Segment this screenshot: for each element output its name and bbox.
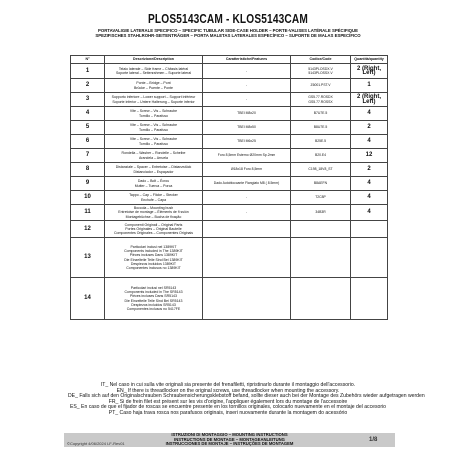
item-quantity: 2 bbox=[351, 163, 388, 177]
item-quantity bbox=[351, 221, 388, 238]
note-en: EN_ If there is threadlocker on the original screws, use threadlocker when mounting the accessory. bbox=[116, 387, 340, 394]
item-number: 11 bbox=[71, 205, 105, 221]
description-line: Tornillo – Parafuso bbox=[139, 127, 168, 132]
code-line: B25E.5 bbox=[314, 139, 327, 144]
item-code bbox=[291, 107, 351, 121]
threadlocker-notes bbox=[68, 382, 425, 417]
description-line: Components included in The SR5143 bbox=[124, 290, 183, 295]
description-line: Dado – Bolt – Écrou bbox=[137, 179, 170, 184]
code-line: 5143PLOSDX.V bbox=[308, 66, 333, 71]
item-description bbox=[105, 238, 203, 278]
item-quantity: 4 bbox=[351, 177, 388, 191]
item-code bbox=[291, 221, 351, 238]
item-quantity: 12 bbox=[351, 149, 388, 163]
header-code: Codice/Code bbox=[291, 56, 351, 64]
item-quantity: 4 bbox=[351, 191, 388, 205]
description-line: Supporto inferiore – Lower support – Support inférieur bbox=[111, 95, 196, 100]
description-line: Tappo – Cap – Flicke – Stecker bbox=[129, 193, 178, 198]
item-code bbox=[291, 278, 351, 320]
description-line: Die Einzelteile Teile Sind Bei SR5143 bbox=[124, 298, 183, 303]
item-number: 7 bbox=[71, 149, 105, 163]
subtitle-line-2: SPEZIFISCHES STAHLROHR-SEITENTRÄGER – PORTA MALETAS LATERALES ESPECÍFICO – SUPORTE DE MALAS ESPECÍFICO bbox=[95, 33, 361, 38]
code-line: 5143PLOSSX.V bbox=[308, 71, 333, 75]
table-row bbox=[71, 163, 388, 177]
description-line: Despiezos incluidos 1389KIT bbox=[130, 261, 177, 266]
description-line: Ponte – Bridge – Pont bbox=[136, 81, 171, 86]
install-line-3: INSTRUCCIONES DE MONTAJE – INSTRUÇÕES DE MONTAGEM bbox=[165, 441, 294, 447]
description-line: Distanciador – Espaçador bbox=[133, 169, 174, 174]
description-line: Pièces incluses Dans 1389KIT bbox=[129, 253, 178, 258]
item-number: 14 bbox=[71, 278, 105, 320]
code-line: B8AEFN bbox=[313, 181, 328, 186]
table-row bbox=[71, 278, 388, 320]
header-quantity: Quantità/quantity bbox=[351, 56, 388, 64]
item-number: 4 bbox=[71, 107, 105, 121]
description-line: Componenti Originali – Original Parts bbox=[124, 222, 183, 227]
item-features bbox=[203, 238, 291, 278]
header-number: N° bbox=[71, 56, 105, 64]
parts-table bbox=[70, 55, 388, 320]
description-line: Tornillo – Parafuso bbox=[139, 141, 168, 146]
install-line-1: ISTRUZIONI DI MONTAGGIO – MOUNTING INSTRUCTIONS bbox=[171, 432, 288, 437]
item-code bbox=[291, 238, 351, 278]
description-line: Distanziale – Spacer – Entretoise – Distanzstück bbox=[115, 165, 192, 170]
header-notes: Caratteristiche/Features bbox=[203, 56, 291, 64]
header-description: Descrizione/Description bbox=[105, 56, 203, 64]
description-line: Mutter – Tuerca – Porca bbox=[134, 183, 173, 188]
page-number: 1/8 bbox=[369, 437, 378, 443]
description-line: Particolari inclusi nel SR5143 bbox=[130, 285, 177, 290]
item-quantity: 4 bbox=[351, 205, 388, 221]
description-line: Pièces incluses Dans SR5143 bbox=[130, 294, 177, 299]
item-description bbox=[105, 64, 203, 79]
code-line: B7U7E.5 bbox=[313, 111, 328, 116]
item-description bbox=[105, 191, 203, 205]
item-features: - bbox=[203, 93, 291, 107]
item-description bbox=[105, 149, 203, 163]
item-code bbox=[291, 149, 351, 163]
table-row bbox=[71, 177, 388, 191]
item-description bbox=[105, 79, 203, 93]
code-line: C198_18V8_ST bbox=[308, 167, 333, 172]
item-quantity: 1 bbox=[351, 79, 388, 93]
table-row bbox=[71, 238, 388, 278]
item-code bbox=[291, 64, 351, 79]
table-row bbox=[71, 107, 388, 121]
item-quantity bbox=[351, 278, 388, 320]
description-line: Vite – Screw – Vis – Schraube bbox=[129, 109, 178, 114]
item-code bbox=[291, 163, 351, 177]
code-line: 34B3R bbox=[315, 210, 326, 215]
item-number: 1 bbox=[71, 64, 105, 79]
table-row bbox=[71, 221, 388, 238]
description-line: Brücke – Puente – Ponte bbox=[134, 85, 173, 90]
item-code bbox=[291, 135, 351, 149]
description-line: Boccola – Mounting bush bbox=[133, 206, 174, 211]
item-number: 12 bbox=[71, 221, 105, 238]
item-description bbox=[105, 107, 203, 121]
description-line: Soporte inferior – Untere Halterung – Suporte inferior bbox=[112, 99, 195, 104]
item-features bbox=[203, 278, 291, 320]
code-line: B8U7E.5 bbox=[313, 125, 328, 130]
item-code bbox=[291, 121, 351, 135]
table-row bbox=[71, 135, 388, 149]
description-line: Particolari inclusi nel 1389KIT bbox=[130, 244, 177, 249]
item-features: - bbox=[203, 205, 291, 221]
item-number: 13 bbox=[71, 238, 105, 278]
description-line: Componentes inclusos no 5417FE bbox=[126, 306, 181, 311]
item-features: Ø18x18 Foro 8,5mm bbox=[203, 163, 291, 177]
item-description bbox=[105, 278, 203, 320]
item-description bbox=[105, 163, 203, 177]
page-title: PLOS5143CAM - KLOS5143CAM bbox=[148, 11, 308, 26]
description-line: Soporte lateral – Seitenrahmen – Suporte lateral bbox=[115, 71, 192, 75]
subtitle-line-1: PORTAVALIGIE LATERALE SPECIFICO – SPECIFIC TUBULAR SIDE-CASE HOLDER – PORTE-VALISES LATÉRALE SPÉCIFIQUE bbox=[98, 28, 358, 33]
description-line: Components included in The 1389KIT bbox=[124, 249, 183, 254]
item-features: TBEI M6x25 bbox=[203, 135, 291, 149]
item-quantity: 2 bbox=[351, 121, 388, 135]
item-description bbox=[105, 177, 203, 191]
table-header-row bbox=[71, 56, 388, 64]
item-features: TBEI M8x50 bbox=[203, 121, 291, 135]
item-number: 6 bbox=[71, 135, 105, 149]
item-number: 9 bbox=[71, 177, 105, 191]
item-features: - bbox=[203, 64, 291, 79]
code-line: B20.E4 bbox=[314, 153, 327, 158]
note-de: DE_ Falls sich auf den Originalschrauben Schraubensicherungsklebstoff befand, sollte dieser auch bei der Montage des Zubehörs wieder aufgetragen werden bbox=[68, 393, 425, 400]
description-line: Entretoise de montage – Éléments de fi ssión bbox=[118, 210, 189, 215]
table-row bbox=[71, 93, 388, 107]
item-quantity: 2 (Right, Left) bbox=[351, 93, 388, 107]
note-pt: PT_ Caso haja trava rosca nos parafusos originais, inseri nuovamente durante la montagem do acessório bbox=[108, 409, 348, 416]
item-features: Dado Autobloccante Flangiato M8 ( 8.5mm) bbox=[203, 177, 291, 191]
note-it: IT_ Nel caso in cui sulla vite originali sia presente del frenafiletti, ripristinarlo durante il montaggio dell'accessorio. bbox=[100, 382, 356, 388]
table-row bbox=[71, 121, 388, 135]
table-row bbox=[71, 64, 388, 79]
note-fr: FR_ Si de frein filet est présent sur les vis d'origine, l'appliquer également lors du montage de l'accessoire bbox=[108, 398, 348, 405]
item-code bbox=[291, 177, 351, 191]
description-line: Enchufe – Capa bbox=[140, 197, 167, 202]
description-line: Telaio laterale – Side frame – Châssis latéral bbox=[118, 66, 189, 71]
code-line: Z6001.PST.V bbox=[310, 83, 331, 88]
table-row bbox=[71, 79, 388, 93]
item-description bbox=[105, 93, 203, 107]
description-line: Rondella – Washer – Rondelle – Scheibe bbox=[121, 151, 186, 156]
item-features: - bbox=[203, 79, 291, 93]
description-line: Montagebüchse – Bucha de fixação bbox=[125, 214, 182, 219]
item-quantity: 4 bbox=[351, 135, 388, 149]
description-line: Componentes inclusos no 1389KIT bbox=[126, 265, 181, 270]
parts-table-body bbox=[71, 64, 388, 320]
code-line: GS5.77.ROSSX bbox=[308, 99, 333, 104]
description-line: Arandela – Arruela bbox=[139, 155, 168, 160]
item-number: 3 bbox=[71, 93, 105, 107]
item-quantity bbox=[351, 238, 388, 278]
table-row bbox=[71, 191, 388, 205]
item-code bbox=[291, 79, 351, 93]
item-features: TBEI M8x20 bbox=[203, 107, 291, 121]
item-code bbox=[291, 93, 351, 107]
description-line: Componentes Originales – Componentes Originais bbox=[114, 231, 193, 236]
description-line: Tornillo – Parafuso bbox=[139, 113, 168, 118]
item-quantity: 2 (Right, Left) bbox=[351, 64, 388, 79]
install-line-2: INSTRUCTIONS DE MONTAGE – MONTAGEANLEITUNG bbox=[174, 436, 285, 442]
item-description bbox=[105, 221, 203, 238]
item-number: 5 bbox=[71, 121, 105, 135]
copyright-text: ©Copyright 4/06/2024 LF-Rev01 bbox=[67, 441, 125, 446]
description-line: Vite – Screw – Vis – Schraube bbox=[129, 137, 178, 142]
item-features: Foro 8,5mm Esterno Ø20mm Sp.2mm bbox=[203, 149, 291, 163]
description-line: Vite – Screw – Vis – Schraube bbox=[129, 123, 178, 128]
item-quantity: 4 bbox=[351, 107, 388, 121]
item-number: 8 bbox=[71, 163, 105, 177]
item-code bbox=[291, 191, 351, 205]
description-line: Portes Originales – Original Bauteile bbox=[125, 226, 182, 231]
table-row bbox=[71, 149, 388, 163]
item-code bbox=[291, 205, 351, 221]
item-features bbox=[203, 221, 291, 238]
description-line: Die Einzelteile Teile Sind Bei 1389KIT bbox=[124, 257, 183, 262]
code-line: T2C8P bbox=[315, 195, 326, 200]
note-es: ES_ En caso de que el fijador de roscas se encuentre presente en los tornillos originales, colocarlo nuevamente en el montaje del accesorio bbox=[70, 404, 386, 411]
code-line: GS5.77.ROSDX bbox=[308, 95, 333, 100]
item-number: 2 bbox=[71, 79, 105, 93]
table-row bbox=[71, 205, 388, 221]
item-features: - bbox=[203, 191, 291, 205]
item-description bbox=[105, 135, 203, 149]
item-description bbox=[105, 205, 203, 221]
item-number: 10 bbox=[71, 191, 105, 205]
item-description bbox=[105, 121, 203, 135]
description-line: Despiezos incluidos SR5143 bbox=[131, 302, 176, 307]
